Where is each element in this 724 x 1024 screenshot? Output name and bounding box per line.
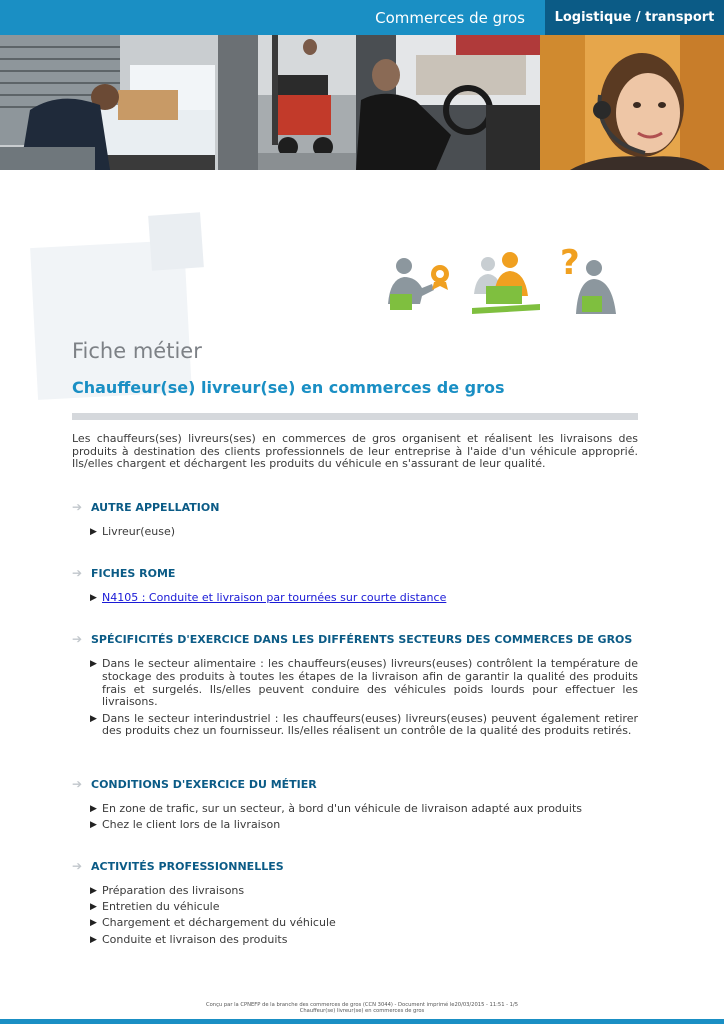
caret-right-icon: ▶ <box>90 886 97 896</box>
people-board-icon <box>472 252 540 314</box>
footer-line-2: Chauffeur(se) livreur(se) en commerces de gros <box>299 1008 425 1014</box>
caret-right-icon: ▶ <box>90 527 97 537</box>
arrow-right-icon: ➔ <box>72 632 83 646</box>
page-title: Chauffeur(se) livreur(se) en commerces de gros <box>72 378 505 397</box>
list-item: ▶ Dans le secteur interindustriel : les chauffeurs(euses) livreurs(euses) peuvent également retirer des produits chez un fournisseur. Ils/elles réalisent un contrôle de la qualité des produits retirés. <box>90 711 638 738</box>
arrow-right-icon: ➔ <box>72 859 83 873</box>
person-question-icon <box>560 244 616 314</box>
arrow-right-icon: ➔ <box>72 500 83 514</box>
caret-right-icon: ▶ <box>90 934 97 945</box>
sector-label: Commerces de gros <box>375 9 525 27</box>
section-heading: ➔ FICHES ROME <box>72 566 176 580</box>
list-item: ▶ Chez le client lors de la livraison <box>90 818 281 832</box>
list-item: ▶ En zone de trafic, sur un secteur, à bord d'un véhicule de livraison adapté aux produits <box>90 802 582 815</box>
rome-link[interactable]: N4105 : Conduite et livraison par tournées sur courte distance <box>102 591 447 604</box>
svg-text:?: ? <box>560 244 580 283</box>
list-item: ▶ Livreur(euse) <box>90 525 176 538</box>
section-activites <box>72 859 638 950</box>
caret-right-icon: ▶ <box>90 804 97 814</box>
caret-right-icon: ▶ <box>90 713 97 724</box>
title-divider <box>72 413 638 420</box>
footer-line-1: Conçu par la CPNEFP de la branche des commerces de gros (CCN 3044) - Document imprimé le20/03/2015 - 11:51 - 1/5 <box>205 1002 519 1008</box>
section-specificites <box>72 632 638 742</box>
photo-strip <box>0 35 724 170</box>
caret-right-icon: ▶ <box>90 593 97 603</box>
section-heading: ➔ SPÉCIFICITÉS D'EXERCICE DANS LES DIFFÉRENTS SECTEURS DES COMMERCES DE GROS <box>72 632 633 646</box>
caret-right-icon: ▶ <box>90 918 97 929</box>
caret-right-icon: ▶ <box>90 659 97 669</box>
list-item: ▶ Préparation des livraisons <box>90 884 245 897</box>
section-heading: ➔ AUTRE APPELLATION <box>72 500 220 514</box>
caret-right-icon: ▶ <box>90 902 97 913</box>
arrow-right-icon: ➔ <box>72 777 83 791</box>
list-item: ▶ Chargement et déchargement du véhicule <box>90 916 336 930</box>
section-heading: ➔ ACTIVITÉS PROFESSIONNELLES <box>72 859 284 873</box>
bottom-bar <box>0 1019 724 1024</box>
list-item: ▶ Conduite et livraison des produits <box>90 932 288 946</box>
list-item: ▶ Dans le secteur alimentaire : les chauffeurs(euses) livreurs(euses) contrôlent la température de stockage des produits à toutes les étapes de la livraison afin de garantir la qualité des produits frais et surgelés. Ils/elles peuvent conduire des véhicules poids lourds pour effectuer les livraisons. <box>90 657 638 709</box>
caret-right-icon: ▶ <box>90 820 97 831</box>
page-footer <box>0 1002 724 1014</box>
section-fiches-rome <box>72 566 638 608</box>
top-bar <box>0 0 724 35</box>
section-conditions <box>72 777 638 835</box>
arrow-right-icon: ➔ <box>72 566 83 580</box>
section-heading: ➔ CONDITIONS D'EXERCICE DU MÉTIER <box>72 777 317 791</box>
forklift-photo <box>218 35 356 170</box>
section-autre-appellation <box>72 500 638 542</box>
domain-tab: Logistique / transport <box>545 0 724 35</box>
intro-paragraph: Les chauffeurs(ses) livreurs(ses) en commerces de gros organisent et réalisent les livraisons des produits à destination des clients professionnels de leur entreprise à l'aide d'un véhicule approprié. Ils/elles chargent et déchargent les produits du véhicule en s'assurant de leur qualité. <box>72 432 638 471</box>
job-pictograms <box>370 244 630 319</box>
truck-driver-photo <box>356 35 540 170</box>
person-certificate-icon <box>388 258 449 310</box>
document-type: Fiche métier <box>72 339 202 363</box>
list-item: ▶ Entretien du véhicule <box>90 900 220 914</box>
decorative-square-small <box>148 212 204 270</box>
call-center-photo <box>540 35 724 170</box>
list-item <box>72 592 638 605</box>
warehouse-boxes-photo <box>0 35 218 170</box>
